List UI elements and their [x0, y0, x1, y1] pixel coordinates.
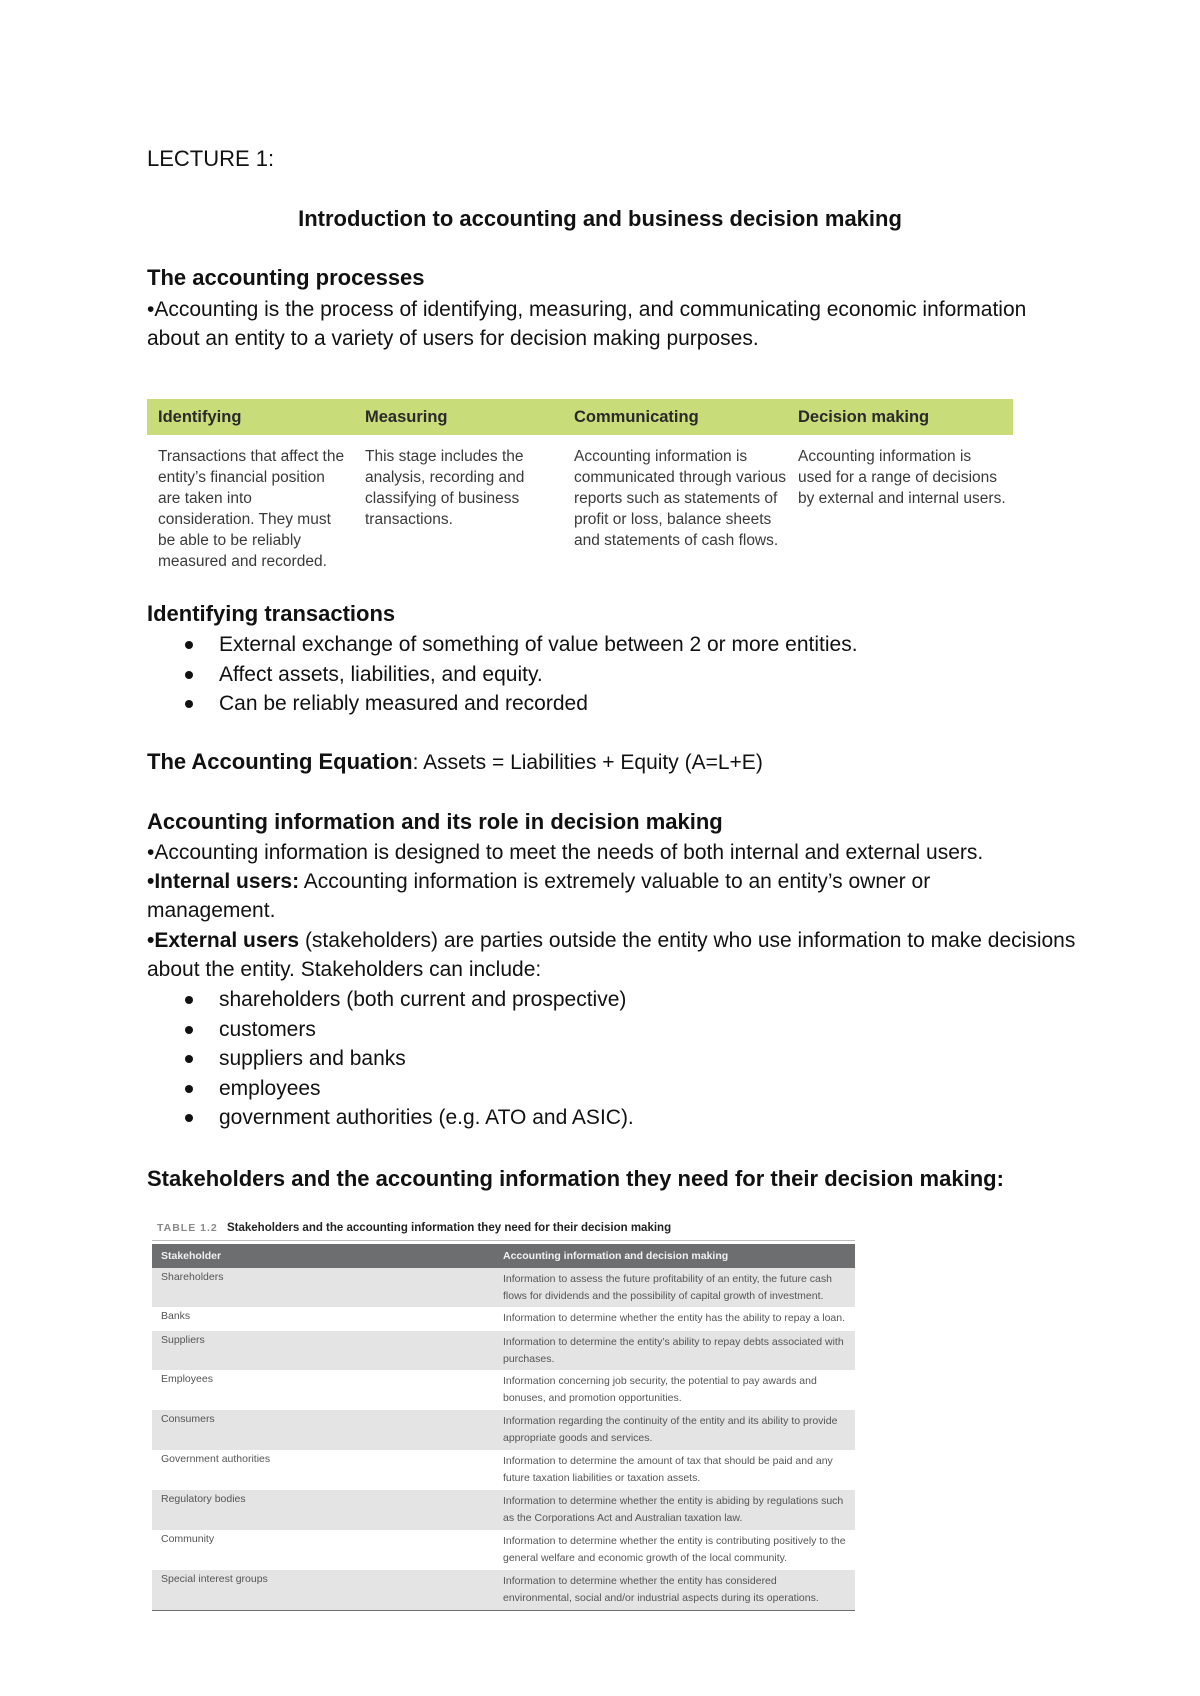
stakeholder-info: Information to determine whether the entity is contributing positively to the general welfare and economic growth of the local community. — [503, 1535, 846, 1564]
external-users-text: (stakeholders) are parties outside the entity who use information to make decisions about the entity. Stakeholders can include: — [147, 929, 1076, 981]
table-row — [152, 1331, 855, 1370]
process-table — [147, 399, 1013, 572]
stakeholder-name: Community — [161, 1533, 215, 1545]
process-table-header — [147, 399, 1013, 435]
paragraph-needs-of-users: •Accounting information is designed to meet the needs of both internal and external users. — [147, 841, 984, 864]
stakeholder-name: Employees — [161, 1373, 213, 1385]
table-row — [152, 1570, 855, 1610]
list-item: Can be reliably measured and recorded — [183, 689, 858, 719]
list-item: shareholders (both current and prospective) — [183, 985, 634, 1015]
accounting-equation — [147, 749, 763, 775]
stakeholder-info: Information to determine whether the entity has the ability to repay a loan. — [503, 1312, 846, 1324]
table-row — [152, 1450, 855, 1490]
page-title: Introduction to accounting and business decision making — [298, 206, 902, 231]
process-cell-identifying: Transactions that affect the entity’s financial position are taken into consideration. They must be able to be reliably measured and recorded. — [158, 448, 345, 570]
table-row — [152, 1307, 855, 1331]
paragraph-external-users — [147, 926, 1077, 984]
stakeholder-name: Suppliers — [161, 1334, 205, 1346]
process-cell-communicating: Accounting information is communicated through various reports such as statements of profit or loss, balance sheets and statements of cash flows. — [574, 448, 786, 549]
process-cell-decision-making: Accounting information is used for a range of decisions by external and internal users. — [798, 448, 1006, 507]
table-bottom-rule — [152, 1610, 855, 1611]
heading-accounting-processes: The accounting processes — [147, 265, 425, 290]
stakeholder-name: Government authorities — [161, 1453, 271, 1465]
list-stakeholders — [183, 985, 634, 1133]
list-item: employees — [183, 1074, 634, 1104]
list-item: External exchange of something of value between 2 or more entities. — [183, 630, 858, 660]
stakeholder-name: Consumers — [161, 1413, 215, 1425]
heading-identifying-transactions: Identifying transactions — [147, 601, 396, 626]
stakeholder-name: Regulatory bodies — [161, 1493, 246, 1505]
paragraph-accounting-definition: •Accounting is the process of identifying, measuring, and communicating economic information about an entity to a variety of users for decision making purposes. — [147, 298, 1027, 350]
stakeholder-info: Information regarding the continuity of the entity and its ability to provide appropriate goods and services. — [503, 1415, 838, 1444]
stakeholder-name: Special interest groups — [161, 1573, 268, 1585]
table-caption: Stakeholders and the accounting information they need for their decision making — [227, 1222, 672, 1234]
stakeholder-info: Information concerning job security, the potential to pay awards and bonuses, and promotion opportunities. — [503, 1375, 817, 1404]
stakeholder-info: Information to determine the amount of tax that should be paid and any future taxation liabilities or taxation assets. — [503, 1455, 833, 1484]
list-identifying-transactions — [183, 630, 858, 719]
accounting-equation-label: The Accounting Equation — [147, 749, 413, 774]
accounting-equation-text: : Assets = Liabilities + Equity (A=L+E) — [412, 751, 763, 774]
process-table-body — [147, 435, 1013, 572]
list-item: suppliers and banks — [183, 1044, 634, 1074]
table-row — [152, 1370, 855, 1410]
stakeholder-table-caption — [152, 1216, 855, 1241]
column-header-information: Accounting information and decision making — [503, 1249, 729, 1262]
list-item: customers — [183, 1015, 634, 1045]
internal-users-text: Accounting information is extremely valuable to an entity’s owner or management. — [147, 870, 931, 922]
list-item: Affect assets, liabilities, and equity. — [183, 660, 858, 690]
list-item: government authorities (e.g. ATO and ASIC). — [183, 1103, 634, 1133]
internal-users-label: •Internal users: — [147, 870, 300, 893]
process-header-identifying: Identifying — [158, 407, 242, 426]
heading-stakeholders-information: Stakeholders and the accounting information they need for their decision making: — [147, 1166, 1004, 1191]
process-cell-measuring: This stage includes the analysis, recording and classifying of business transactions. — [365, 448, 525, 528]
column-header-stakeholder: Stakeholder — [161, 1250, 222, 1262]
table-row — [152, 1530, 855, 1570]
stakeholder-table-header — [152, 1244, 855, 1268]
stakeholder-name: Shareholders — [161, 1271, 224, 1283]
heading-role-in-decision-making: Accounting information and its role in decision making — [147, 809, 723, 834]
table-row — [152, 1410, 855, 1450]
stakeholder-table — [152, 1216, 855, 1611]
stakeholder-info: Information to determine the entity’s ability to repay debts associated with purchases. — [503, 1336, 844, 1365]
lecture-label: LECTURE 1: — [147, 146, 275, 171]
table-row — [152, 1268, 855, 1307]
table-row — [152, 1490, 855, 1530]
table-number: TABLE 1.2 — [157, 1222, 218, 1234]
stakeholder-info: Information to determine whether the entity has considered environmental, social and/or industrial aspects during its operations. — [503, 1575, 819, 1604]
stakeholder-info: Information to determine whether the entity is abiding by regulations such as the Corporations Act and Australian taxation law. — [503, 1495, 844, 1524]
external-users-label: •External users — [147, 929, 300, 952]
stakeholder-info: Information to assess the future profitability of an entity, the future cash flows for dividends and the possibility of capital growth of investment. — [503, 1273, 832, 1302]
process-header-decision-making: Decision making — [798, 407, 930, 426]
paragraph-internal-users — [147, 867, 1007, 925]
process-header-measuring: Measuring — [365, 407, 448, 426]
process-header-communicating: Communicating — [574, 407, 699, 426]
stakeholder-name: Banks — [161, 1310, 191, 1322]
